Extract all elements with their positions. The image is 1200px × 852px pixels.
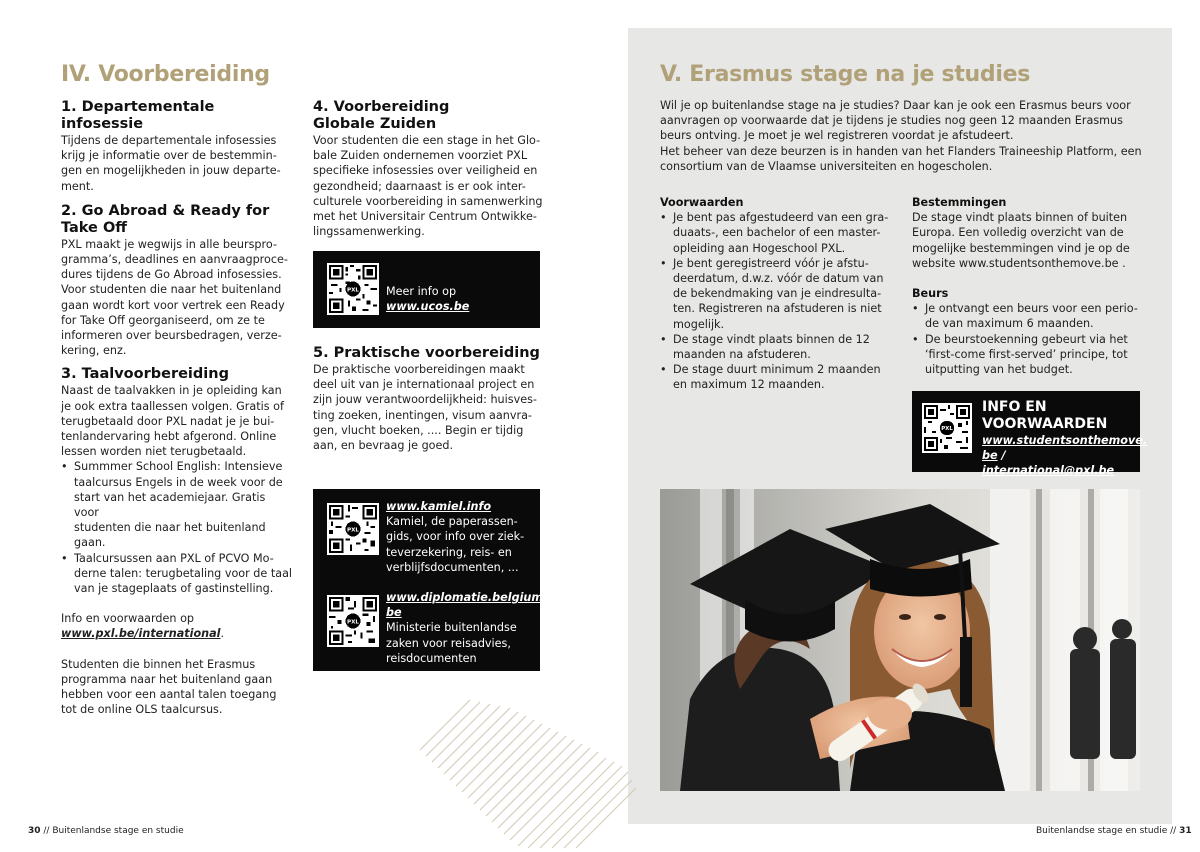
text-line: culturele voorbereiding in samenwerking [313,194,543,208]
heading-beurs: Beurs [912,287,949,301]
footer-text: // Buitenlandse stage en studie [40,826,184,836]
text-line: gaan wordt kort voor vertrek een Ready [61,298,285,312]
text-line: Info en voorwaarden op [61,612,195,626]
qr-logo-text: PXL [346,619,360,626]
qr-code-icon[interactable] [922,403,972,453]
text-line: krijg je informatie over de bestemmin- [61,149,277,163]
text-line: ting zoeken, inentingen, visum aanvra- [313,408,532,422]
section-voorwaarden [660,195,900,393]
text-line: hebben voor een aantal talen toegang [61,688,277,702]
heading-taalvoorbereiding: 3. Taalvoorbereiding [61,366,229,383]
text-line: lessen worden niet terugbetaald. [61,445,247,459]
punctuation: . [220,627,225,641]
text-line: en maximum 12 maanden. [673,378,825,392]
text-line: teverzekering, reis- en [386,545,512,559]
text-line: ten. Registreren na afstuderen is niet [673,302,882,316]
text-line: • De stage duurt minimum 2 maanden [673,363,881,377]
link-diplomatie[interactable]: be [386,606,402,620]
links-info-box [313,489,548,671]
heading-line: Take Off [61,219,128,236]
text-line: aanvragen op voorwaarde dat je tijdens je studies nog geen 12 maanden Erasmus [660,114,1123,128]
heading-praktische-voorbereiding: 5. Praktische voorbereiding [313,345,540,361]
text-line: van je stageplaats of gastinstelling. [74,582,274,596]
text-line: je ook extra taallessen volgen. Gratis of [61,399,284,413]
text-line: Meer info op [386,285,457,298]
footer-right [1036,826,1192,836]
paragraph-info-voorwaarden [61,611,293,641]
text-line: • Je bent geregistreerd vóór je afstu- [673,256,869,270]
list-taalcursussen [61,459,293,596]
text-line: kering, enz. [61,344,127,358]
text-line: reisdocumenten [386,651,477,665]
footer-text: Buitenlandse stage en studie // [1036,826,1180,836]
link-pxl-international[interactable]: www.pxl.be/international [61,627,221,641]
text-line: duaats-, een bachelor of een master- [673,226,881,240]
qr-logo-text: PXL [941,426,953,433]
text-line: Tijdens de departementale infosessies [61,134,277,147]
text-line: zaken voor reisadvies, [386,636,511,650]
page-number: 30 [28,826,41,836]
link-diplomatie[interactable]: www.diplomatie.belgium. [386,591,548,604]
text-line: gezondheid; daarnaast is er ook inter- [313,179,526,193]
text-line: consortium van de Vlaamse universiteiten en hogescholen. [660,159,993,173]
text-line: Wil je op buitenlandse stage na je studies? Daar kan je ook een Erasmus beurs voor [660,99,1131,112]
text-line: verblijfsdocumenten, ... [386,560,519,574]
link-studentsonthemove[interactable]: www.studentsonthemove. [982,434,1148,447]
paragraph-ols [61,657,293,718]
separator: / [997,449,1006,463]
text-line: • Taalcursussen aan PXL of PCVO Mo- [74,551,274,565]
list-item [660,256,900,332]
text-line: Naast de taalvakken in je opleiding kan [61,384,282,398]
text-line: deerdatum, d.w.z. vóór de datum van [673,272,884,286]
text-line: taalcursus Engels in de week voor de [74,475,283,489]
text-line: mogelijke bestemmingen vind je op de [912,241,1130,255]
qr-logo-text: PXL [346,287,360,294]
text-line: tot de online OLS taalcursus. [61,703,223,717]
section-bestemmingen [912,195,1157,377]
heading-line: 2. Go Abroad & Ready for [61,202,270,219]
qr-code-icon[interactable] [327,503,379,555]
text-line: terugbetaald door PXL nadat je je bui- [61,414,275,428]
link-ucos[interactable]: www.ucos.be [386,300,470,314]
heading-go-abroad [61,203,293,237]
text-line: specifieke infosessies over veiligheid en [313,164,538,178]
text-line: studenten die naar het buitenland [74,521,266,535]
text-line: deel uit van je internationaal project en [313,378,535,392]
text-line: mogelijk. [673,317,725,331]
text-line: ‘first-come first-served’ principe, tot [925,347,1128,361]
link-kamiel[interactable]: www.kamiel.info [386,500,492,513]
text-line: aan, en bevraag je goed. [313,439,454,453]
list-item [912,301,1157,331]
text-line: PXL maakt je wegwijs in alle beurspro- [61,237,277,251]
page-number: 31 [1179,826,1192,836]
list-beurs [912,301,1157,377]
paragraph-infosessie [61,133,293,194]
text-line: Voor studenten die naar het buitenland [61,283,282,297]
text-line: uitputting van het budget. [925,363,1073,377]
text-line: zijn jouw verantwoordelijkheid: huisves- [313,393,537,407]
heading-infosessie: 1. Departementale infosessie [61,99,215,132]
paragraph-globale-zuiden [313,133,545,239]
text-line: tenlandervaring hebt afgerond. Online [61,430,277,444]
list-voorwaarden [660,210,900,392]
paragraph-intro-erasmus [660,98,1160,174]
heading-globale-zuiden [313,99,545,133]
text-line: opleiding aan Hogeschool PXL. [673,241,846,255]
text-line: beurs ontving. Je moet je wel registreren voordat je afstudeert. [660,129,1014,143]
heading-line: INFO EN [982,399,1047,415]
diplomatie-box-text [386,590,548,666]
paragraph-bestemmingen [912,210,1157,271]
text-line: Studenten die binnen het Erasmus [61,657,256,671]
graduation-photo [660,489,1140,791]
page-title-erasmus-stage: V. Erasmus stage na je studies [660,62,1031,87]
heading-line: Globale Zuiden [313,116,437,132]
link-studentsonthemove[interactable]: be [982,449,998,463]
list-item [61,551,293,597]
heading-voorwaarden: Voorwaarden [660,196,744,209]
info-box-text [982,399,1148,479]
text-line: gen, vlucht boeken, .... Begin er tijdig [313,423,524,437]
heading-line: 4. Voorbereiding [313,99,450,115]
text-line: dures tijdens de Go Abroad infosessies. [61,268,282,282]
text-line [982,448,1137,478]
list-item [660,210,900,256]
text-line: De praktische voorbereidingen maakt [313,363,525,376]
footer-left [28,826,184,836]
info-box-heading [982,399,1137,433]
text-line: • Je ontvangt een beurs voor een perio- [925,302,1138,316]
heading-bestemmingen: Bestemmingen [912,196,1007,209]
left-column-1 [61,99,293,718]
text-line: derne talen: terugbetaling voor de taal [74,566,293,580]
paragraph-go-abroad [61,237,293,359]
text-line: website www.studentsonthemove.be . [912,256,1126,270]
text-line: informeren over beursbedragen, verze- [61,329,282,343]
text-line: gaan. [74,536,106,550]
text-line: for Take Off georganiseerd, om ze te [61,313,265,327]
text-line: • Je bent pas afgestudeerd van een gra- [673,211,889,225]
text-line: gids, voor info over ziek- [386,530,525,544]
link-email-international[interactable]: international@pxl.be [982,464,1115,478]
text-line: Voor studenten die een stage in het Glo- [313,134,541,147]
list-item [660,362,900,392]
paragraph-taalvoorbereiding [61,383,293,459]
list-item [61,459,293,550]
paragraph-praktische-voorbereiding [313,362,545,453]
kamiel-box-text [386,499,536,575]
text-line: • De beurstoekenning gebeurt via het [925,332,1128,346]
text-line: de van maximum 6 maanden. [925,317,1094,331]
text-line: Kamiel, de paperassen- [386,515,518,529]
qr-code-icon[interactable] [327,595,379,647]
info-box-links [982,433,1148,479]
text-line: de bekendmaking van je eindresulta- [673,287,882,301]
text-line: De stage vindt plaats binnen of buiten [912,211,1128,225]
text-line: gramma’s, deadlines en aanvraagproce- [61,253,288,267]
text-line: gen en mogelijkheden in jouw departe- [61,164,281,178]
list-item [912,332,1157,378]
qr-logo-text: PXL [346,527,360,534]
text-line: lingssamenwerking. [313,225,425,239]
text-line: Het beheer van deze beurzen is in handen van het Flanders Traineeship Platform, een [660,144,1142,158]
heading-line: VOORWAARDEN [982,416,1108,432]
left-column-2 [313,99,545,239]
qr-code-icon[interactable] [327,263,379,315]
text-line: • Summmer School English: Intensieve [74,460,283,474]
text-line: start van het academiejaar. Gratis voor [74,490,266,520]
text-line: Europa. Een volledig overzicht van de [912,226,1124,240]
text-line: maanden na afstuderen. [673,348,811,362]
ucos-info-box [313,251,540,328]
text-line: ment. [61,179,94,193]
text-line: Ministerie buitenlandse [386,621,517,635]
text-line: met het Universitair Centrum Ontwikke- [313,210,537,224]
text-line [61,626,293,641]
section-praktische-voorbereiding [313,345,545,453]
text-line: bale Zuiden ondernemen voorziet PXL [313,149,528,163]
ucos-box-text [386,284,469,314]
text-line: programma naar het buitenland gaan [61,672,273,686]
text-line: • De stage vindt plaats binnen de 12 [673,332,870,346]
list-item [660,332,900,362]
info-voorwaarden-box [912,391,1148,478]
page-title-voorbereiding: IV. Voorbereiding [61,62,270,87]
